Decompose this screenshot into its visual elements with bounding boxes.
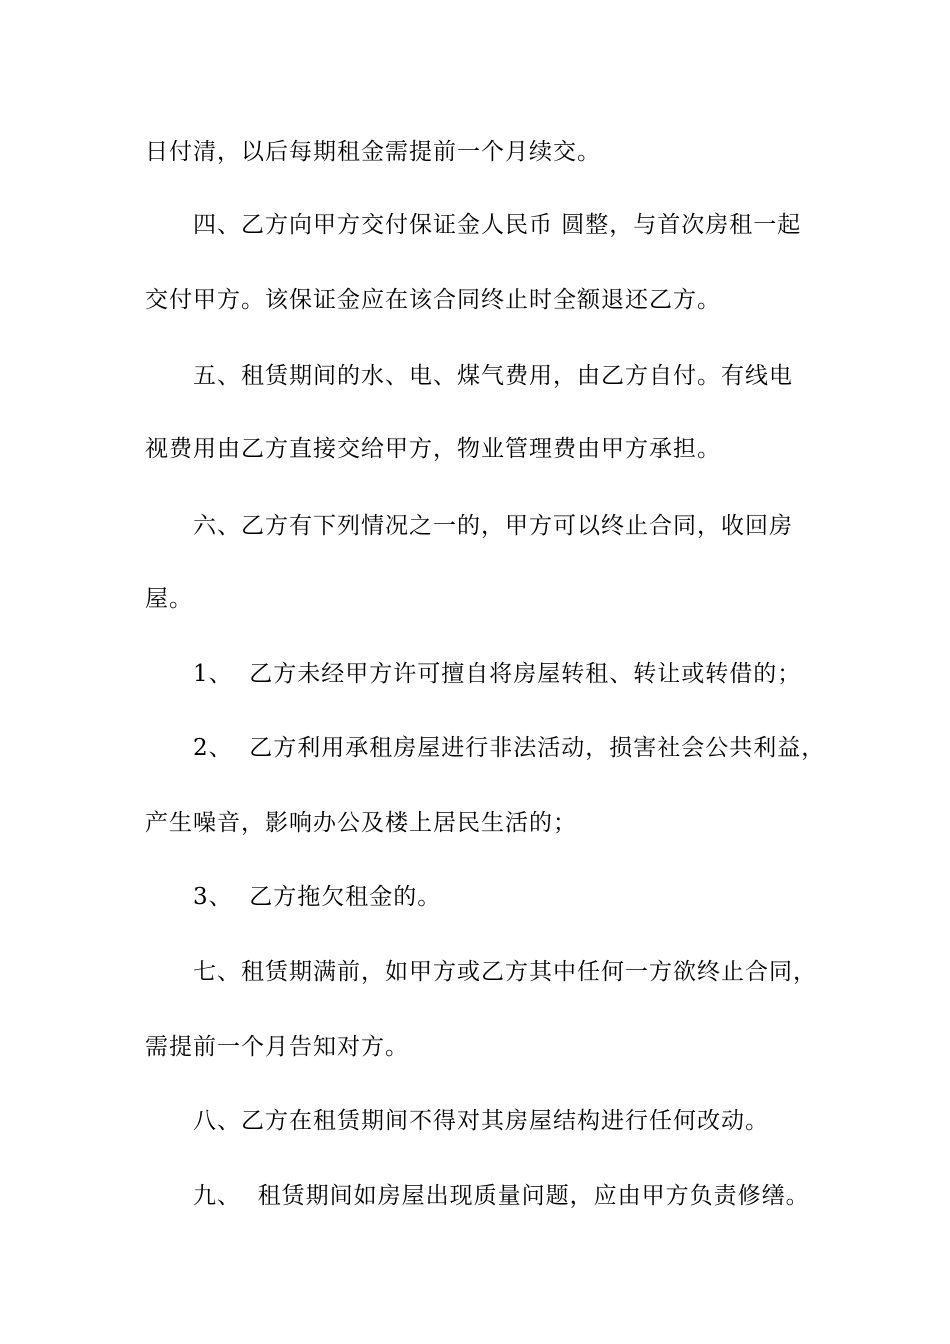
clause-6-item-2-line-1: 2、 乙方利用承租房屋进行非法活动，损害社会公共利益，: [193, 735, 826, 761]
clause-7-line-2: 需提前一个月告知对方。: [145, 1034, 409, 1060]
clause-5-line-2: 视费用由乙方直接交给甲方，物业管理费由甲方承担。: [145, 436, 721, 462]
clause-4-line-2: 交付甲方。该保证金应在该合同终止时全额退还乙方。: [145, 287, 721, 313]
clause-9-line: 九、 租赁期间如房屋出现质量问题，应由甲方负责修缮。: [193, 1183, 810, 1209]
clause-6-item-2-line-2: 产生噪音，影响办公及楼上居民生活的；: [145, 810, 577, 836]
clause-5-line-1: 五、租赁期间的水、电、煤气费用，由乙方自付。有线电: [193, 363, 793, 389]
clause-6-item-3: 3、 乙方拖欠租金的。: [193, 884, 442, 910]
clause-8-line: 八、乙方在租赁期间不得对其房屋结构进行任何改动。: [193, 1108, 769, 1134]
clause-6-line-2: 屋。: [145, 586, 193, 612]
clause-4-line-1: 四、乙方向甲方交付保证金人民币 圆整，与首次房租一起: [193, 212, 802, 238]
clause-6-line-1: 六、乙方有下列情况之一的，甲方可以终止合同，收回房: [193, 513, 793, 539]
paragraph-line: 日付清，以后每期租金需提前一个月续交。: [145, 139, 601, 165]
clause-7-line-1: 七、租赁期满前，如甲方或乙方其中任何一方欲终止合同，: [193, 959, 817, 985]
clause-6-item-1: 1、 乙方未经甲方许可擅自将房屋转租、转让或转借的；: [193, 661, 802, 687]
